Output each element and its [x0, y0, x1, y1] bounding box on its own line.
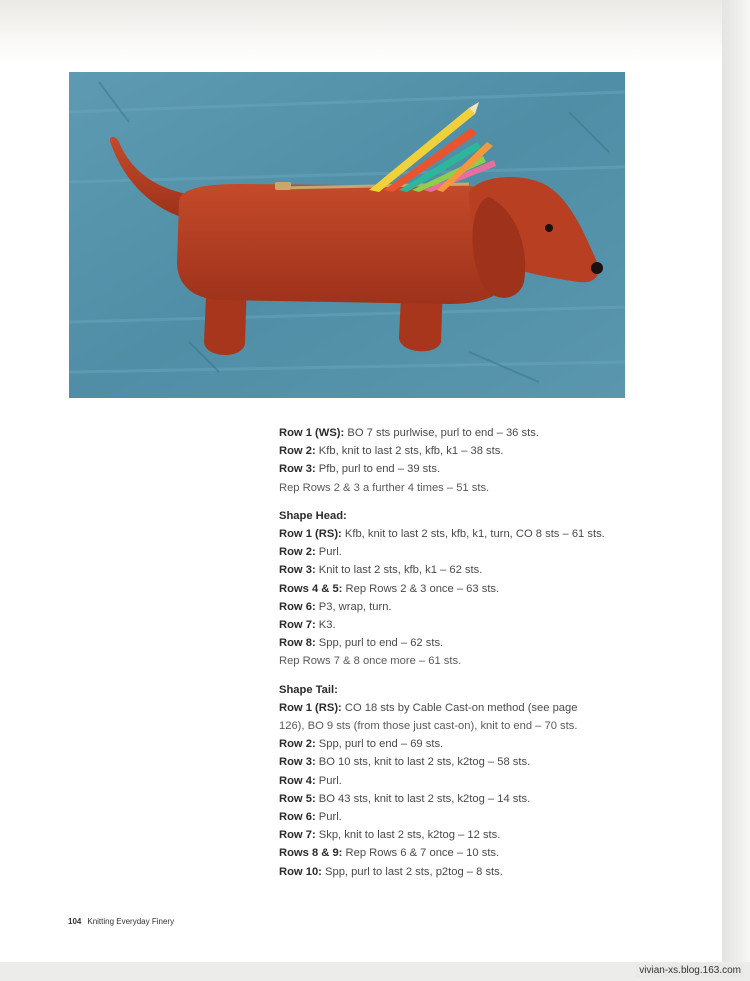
row-label: Row 1 (RS): [279, 528, 342, 541]
row-text: Purl. [315, 811, 342, 824]
knitting-instructions [279, 424, 639, 881]
row-label: Row 3: [279, 463, 316, 476]
dog-eye [545, 224, 553, 232]
instruction-line [279, 753, 639, 771]
watermark: vivian-xs.blog.163.com [636, 964, 744, 977]
row-label: Row 10: [279, 865, 322, 878]
row-label: Row 1 (WS): [279, 427, 345, 439]
row-text: Kfb, knit to last 2 sts, kfb, k1, turn, CO 8 sts – 61 sts. [341, 528, 605, 541]
row-text: Rep Rows 7 & 8 once more – 61 sts. [279, 655, 462, 668]
row-text: Rep Rows 6 & 7 once – 10 sts. [342, 847, 500, 860]
row-label: Row 6: [279, 811, 316, 824]
row-text: Kfb, knit to last 2 sts, kfb, k1 – 38 sts. [315, 445, 504, 458]
row-label: Row 3: [279, 564, 316, 577]
row-text: Spp, purl to end – 69 sts. [315, 738, 444, 751]
zipper-pull [275, 182, 291, 190]
row-text: Knit to last 2 sts, kfb, k1 – 62 sts. [315, 564, 483, 577]
instruction-line [279, 424, 639, 442]
dog-nose [591, 262, 603, 274]
row-label: Row 3: [279, 756, 316, 769]
instruction-line [279, 634, 639, 652]
instruction-line [279, 616, 639, 634]
row-label: Row 7: [279, 619, 316, 632]
instruction-line [279, 808, 639, 826]
shape-tail-rows [279, 699, 639, 881]
instruction-line [279, 826, 639, 844]
row-label: Row 2: [279, 445, 316, 458]
shape-tail-title: Shape Tail: [279, 683, 338, 696]
book-title: Knitting Everyday Finery [87, 917, 175, 926]
row-label: Row 8: [279, 637, 316, 650]
instruction-line [279, 735, 639, 753]
instruction-line [279, 580, 639, 598]
row-label: Row 4: [279, 774, 316, 787]
instruction-line [279, 772, 639, 790]
row-text: Spp, purl to end – 62 sts. [315, 637, 444, 650]
row-label: Row 2: [279, 738, 316, 751]
row-text: Purl. [315, 546, 342, 559]
row-label: Rows 8 & 9: [279, 847, 343, 860]
page-edge-shadow [722, 0, 750, 981]
row-text: Purl. [315, 774, 342, 787]
instruction-line [279, 543, 639, 561]
instruction-line [279, 479, 639, 497]
instruction-line [279, 863, 639, 881]
row-text: CO 18 sts by Cable Cast-on method (see page [341, 701, 578, 714]
row-text: BO 7 sts purlwise, purl to end – 36 sts. [344, 427, 539, 439]
row-label: Rows 4 & 5: [279, 582, 343, 595]
row-label: Row 7: [279, 829, 316, 842]
instruction-line [279, 561, 639, 579]
page-number: 104 [68, 917, 82, 926]
row-label: Row 2: [279, 546, 316, 559]
row-text: Rep Rows 2 & 3 a further 4 times – 51 sts. [279, 481, 490, 494]
instruction-line [279, 652, 639, 670]
instruction-line [279, 699, 639, 717]
instruction-line [279, 525, 639, 543]
instruction-line [279, 717, 639, 735]
instruction-line [279, 844, 639, 862]
row-text: Spp, purl to last 2 sts, p2tog – 8 sts. [321, 865, 503, 878]
row-text: BO 10 sts, knit to last 2 sts, k2tog – 58 sts. [315, 756, 531, 769]
row-label: Row 5: [279, 792, 316, 805]
page-top-scan-band [0, 0, 722, 62]
row-text: Rep Rows 2 & 3 once – 63 sts. [342, 582, 500, 595]
row-text: P3, wrap, turn. [315, 600, 392, 613]
instruction-line [279, 442, 639, 460]
row-text: Pfb, purl to end – 39 sts. [315, 463, 441, 476]
intro-rows [279, 424, 639, 497]
dog-body [177, 184, 509, 304]
row-label: Row 6: [279, 600, 316, 613]
row-text: K3. [315, 619, 336, 632]
shape-head-title: Shape Head: [279, 509, 347, 522]
dachshund-pencil-case-photo [69, 72, 625, 398]
row-text: BO 43 sts, knit to last 2 sts, k2tog – 14 sts. [315, 792, 531, 805]
instruction-line [279, 790, 639, 808]
instruction-line [279, 598, 639, 616]
row-text: Skp, knit to last 2 sts, k2tog – 12 sts. [315, 829, 501, 842]
page-footer [68, 917, 174, 926]
photo-illustration [69, 72, 625, 398]
row-label: Row 1 (RS): [279, 701, 342, 714]
instruction-line [279, 460, 639, 478]
shape-head-rows [279, 525, 639, 671]
row-text: 126), BO 9 sts (from those just cast-on), knit to end – 70 sts. [279, 720, 578, 733]
